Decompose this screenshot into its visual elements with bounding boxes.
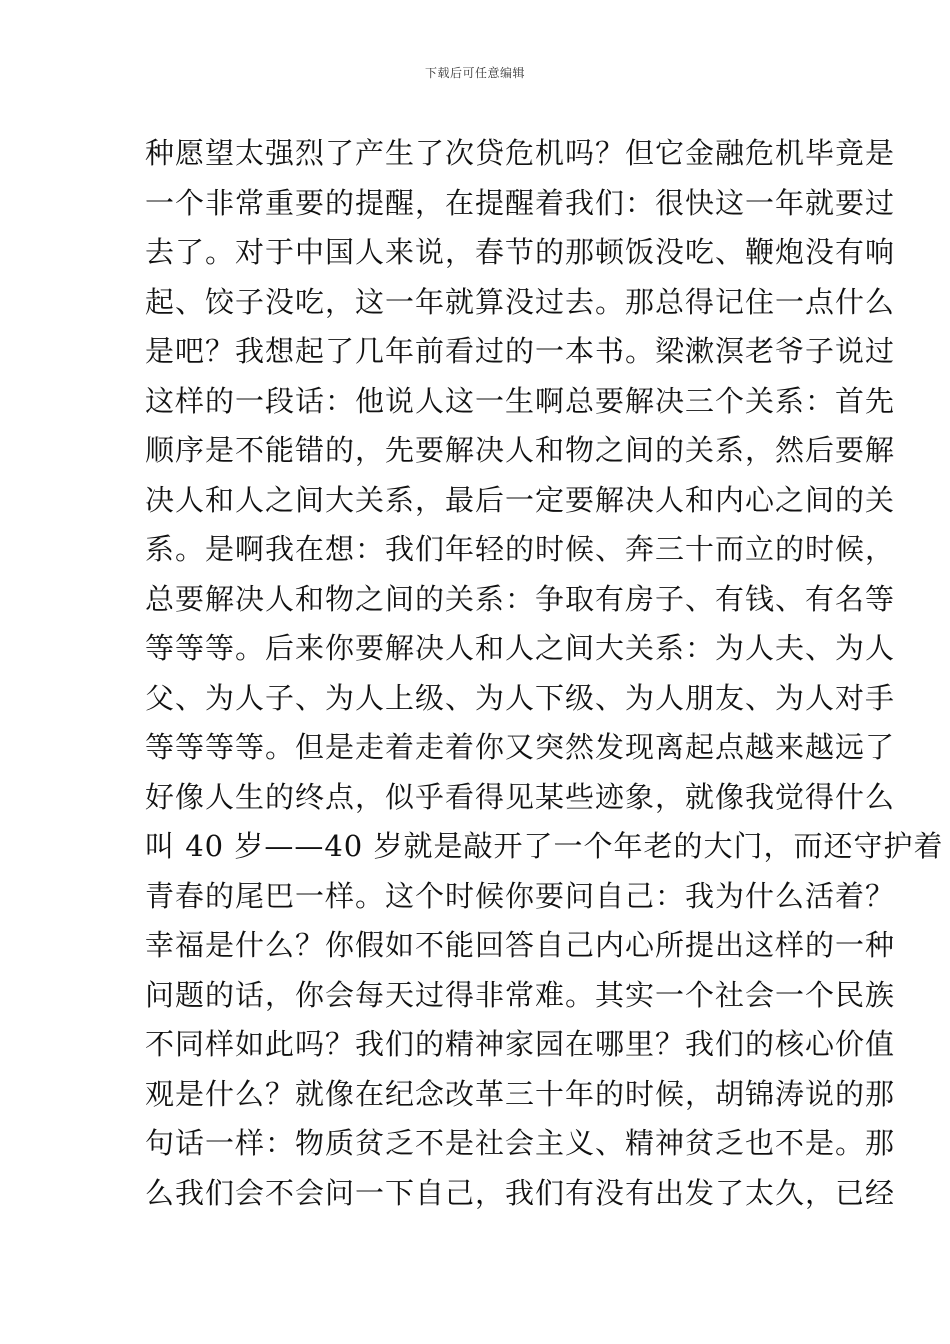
body-text	[145, 129, 944, 1218]
text-line: 系。是啊我在想：我们年轻的时候、奔三十而立的时候，	[145, 532, 896, 566]
text-line: 是吧？我想起了几年前看过的一本书。梁漱溟老爷子说过	[145, 334, 896, 368]
text-line: 观是什么？就像在纪念改革三十年的时候，胡锦涛说的那	[145, 1076, 896, 1111]
text-line: 决人和人之间大关系，最后一定要解决人和内心之间的关	[145, 482, 896, 517]
text-line: 等等等。后来你要解决人和人之间大关系：为人夫、为人	[145, 631, 896, 665]
text-line: 好像人生的终点，似乎看得见某些迹象，就像我觉得什么	[145, 779, 896, 814]
text-line: 种愿望太强烈了产生了次贷危机吗？但它金融危机毕竟是	[145, 136, 896, 170]
header-note: 下载后可任意编辑	[424, 66, 525, 80]
text-line: 父、为人子、为人上级、为人下级、为人朋友、为人对手	[145, 680, 896, 715]
text-line: 句话一样：物质贫乏不是社会主义、精神贫乏也不是。那	[145, 1126, 896, 1160]
text-line: 问题的话，你会每天过得非常难。其实一个社会一个民族	[145, 977, 896, 1012]
text-line: 总要解决人和物之间的关系：争取有房子、有钱、有名等	[145, 581, 896, 616]
text-line: 顺序是不能错的，先要解决人和物之间的关系，然后要解	[145, 433, 896, 467]
text-line: 这样的一段话：他说人这一生啊总要解决三个关系：首先	[145, 383, 896, 418]
text-line: 青春的尾巴一样。这个时候你要问自己：我为什么活着？	[145, 878, 896, 913]
text-line: 起、饺子没吃，这一年就算没过去。那总得记住一点什么	[145, 284, 896, 319]
text-line: 么我们会不会问一下自己，我们有没有出发了太久，已经	[145, 1175, 896, 1210]
text-line: 叫 40 岁——40 岁就是敲开了一个年老的大门，而还守护着	[145, 829, 944, 863]
text-line: 去了。对于中国人来说，春节的那顿饭没吃、鞭炮没有响	[145, 235, 896, 269]
text-line: 等等等等。但是走着走着你又突然发现离起点越来越远了	[145, 730, 896, 764]
text-line: 不同样如此吗？我们的精神家园在哪里？我们的核心价值	[145, 1027, 896, 1061]
text-line: 一个非常重要的提醒，在提醒着我们：很快这一年就要过	[145, 185, 896, 220]
text-line: 幸福是什么？你假如不能回答自己内心所提出这样的一种	[145, 928, 896, 962]
